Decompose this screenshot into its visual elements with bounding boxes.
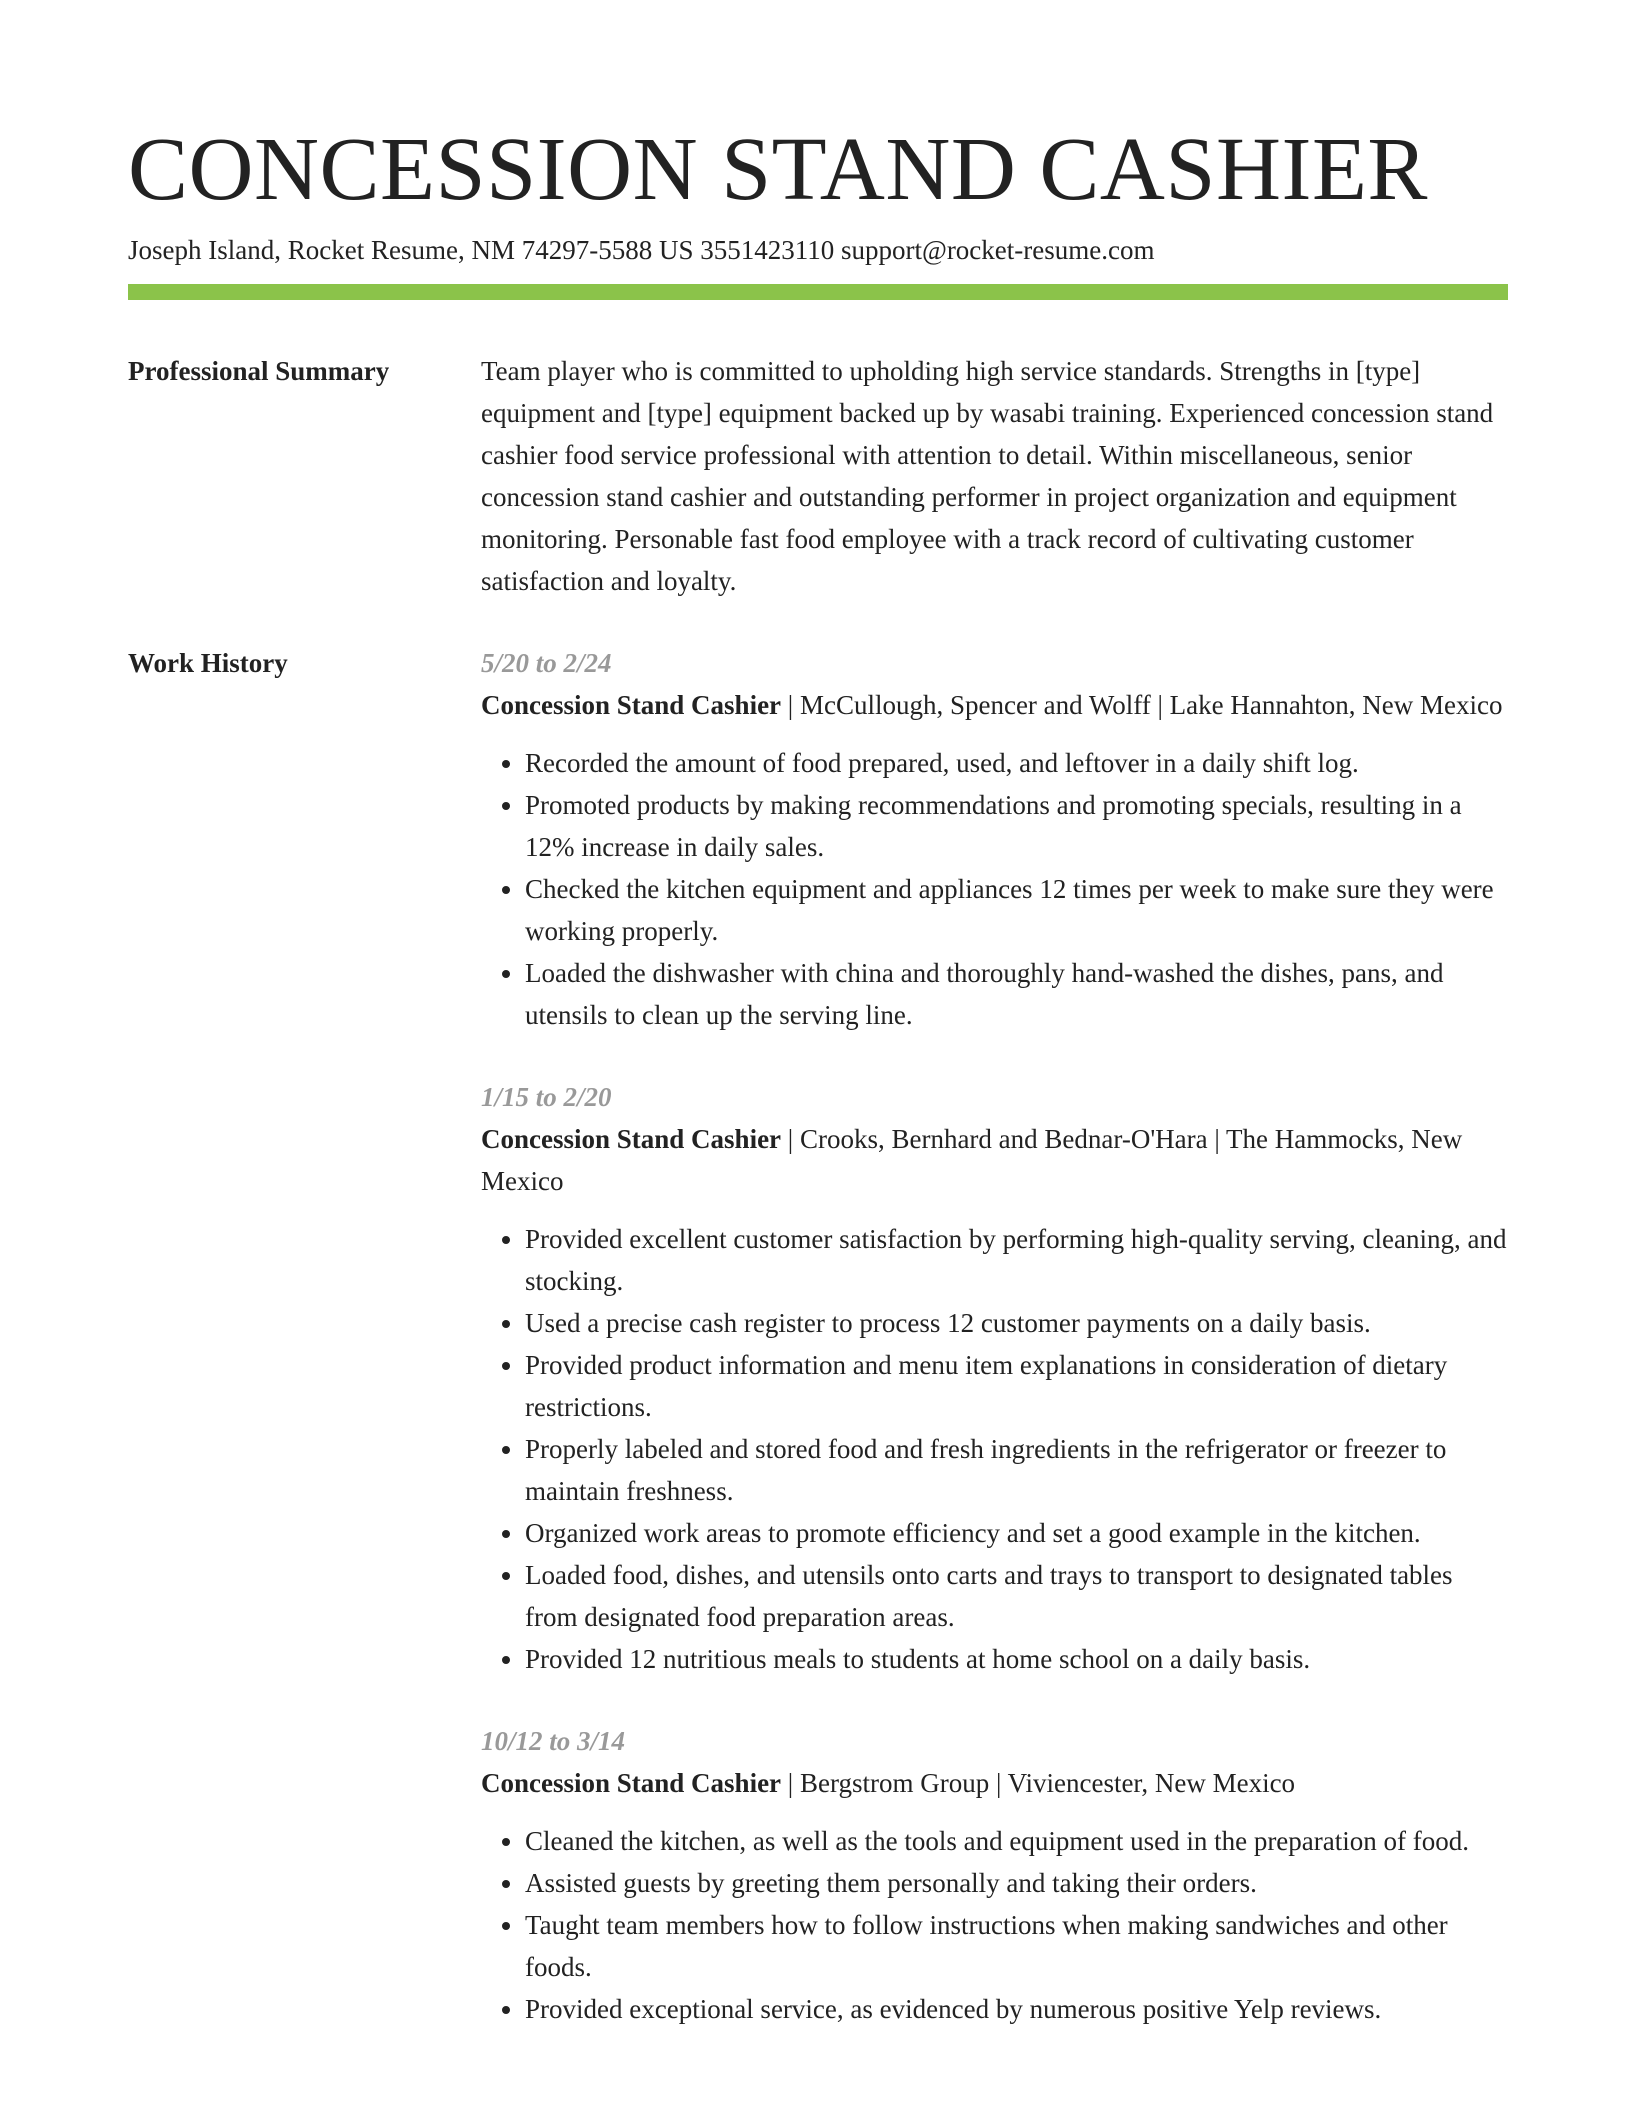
job-bullets: [481, 1218, 1508, 1680]
job-bullet: • Loaded the dishwasher with china and thoroughly hand-washed the dishes, pans, and utensils to clean up the serving line.: [525, 952, 1508, 1036]
job-bullet: • Taught team members how to follow instructions when making sandwiches and other foods.: [525, 1904, 1508, 1988]
accent-divider: [128, 284, 1508, 300]
job-title-line: [481, 1118, 1508, 1202]
resume-page: [128, 120, 1508, 2030]
job-entry: [481, 1720, 1508, 2030]
job-bullet: • Recorded the amount of food prepared, used, and leftover in a daily shift log.: [525, 742, 1508, 784]
job-bullet: • Used a precise cash register to process 12 customer payments on a daily basis.: [525, 1302, 1508, 1344]
job-bullets: [481, 742, 1508, 1036]
job-bullet: • Organized work areas to promote efficiency and set a good example in the kitchen.: [525, 1512, 1508, 1554]
job-bullet: • Provided exceptional service, as evidenced by numerous positive Yelp reviews.: [525, 1988, 1508, 2030]
job-bullets: [481, 1820, 1508, 2030]
job-title: Concession Stand Cashier: [481, 1124, 782, 1154]
contact-line: Joseph Island, Rocket Resume, NM 74297-5588 US 3551423110 support@rocket-resume.com: [128, 235, 1155, 265]
work-history-section: [128, 642, 1508, 2030]
work-history-list: [481, 642, 1508, 2030]
job-bullet: • Properly labeled and stored food and fresh ingredients in the refrigerator or freezer to maintain freshness.: [525, 1428, 1508, 1512]
job-title: Concession Stand Cashier: [481, 690, 782, 720]
section-heading-work-history: Work History: [128, 648, 288, 678]
job-details: | McCullough, Spencer and Wolff | Lake Hannahton, New Mexico: [781, 690, 1503, 720]
job-bullet: • Loaded food, dishes, and utensils onto carts and trays to transport to designated tables from designated food preparation areas.: [525, 1554, 1508, 1638]
job-bullet: • Provided excellent customer satisfaction by performing high-quality serving, cleaning, and stocking.: [525, 1218, 1508, 1302]
section-heading-summary: Professional Summary: [128, 356, 390, 386]
job-dates: 5/20 to 2/24: [481, 648, 612, 678]
job-dates: 1/15 to 2/20: [481, 1082, 612, 1112]
job-entry: [481, 1076, 1508, 1680]
job-details: | Crooks, Bernhard and Bednar-O'Hara | The Hammocks, New Mexico: [481, 1124, 1463, 1196]
job-bullet: • Promoted products by making recommendations and promoting specials, resulting in a 12% increase in daily sales.: [525, 784, 1508, 868]
summary-section: [128, 350, 1508, 602]
job-bullet: • Checked the kitchen equipment and appliances 12 times per week to make sure they were working properly.: [525, 868, 1508, 952]
job-bullet: • Provided 12 nutritious meals to students at home school on a daily basis.: [525, 1638, 1508, 1680]
job-bullet: • Provided product information and menu item explanations in consideration of dietary restrictions.: [525, 1344, 1508, 1428]
job-entry: [481, 642, 1508, 1036]
job-title-line: [481, 684, 1508, 726]
summary-text: Team player who is committed to upholding high service standards. Strengths in [type] equipment and [type] equipment backed up by wasabi training. Experienced concession stand cashier food service professional with attention to detail. Within miscellaneous, senior concession stand cashier and outstanding performer in project organization and equipment monitoring. Personable fast food employee with a track record of cultivating customer satisfaction and loyalty.: [481, 356, 1494, 596]
job-bullet: • Cleaned the kitchen, as well as the tools and equipment used in the preparation of food.: [525, 1820, 1508, 1862]
resume-name: CONCESSION STAND CASHIER: [128, 120, 1428, 219]
job-title: Concession Stand Cashier: [481, 1768, 782, 1798]
job-title-line: [481, 1762, 1508, 1804]
job-bullet: • Assisted guests by greeting them personally and taking their orders.: [525, 1862, 1508, 1904]
job-details: | Bergstrom Group | Viviencester, New Mexico: [781, 1768, 1296, 1798]
job-dates: 10/12 to 3/14: [481, 1726, 626, 1756]
